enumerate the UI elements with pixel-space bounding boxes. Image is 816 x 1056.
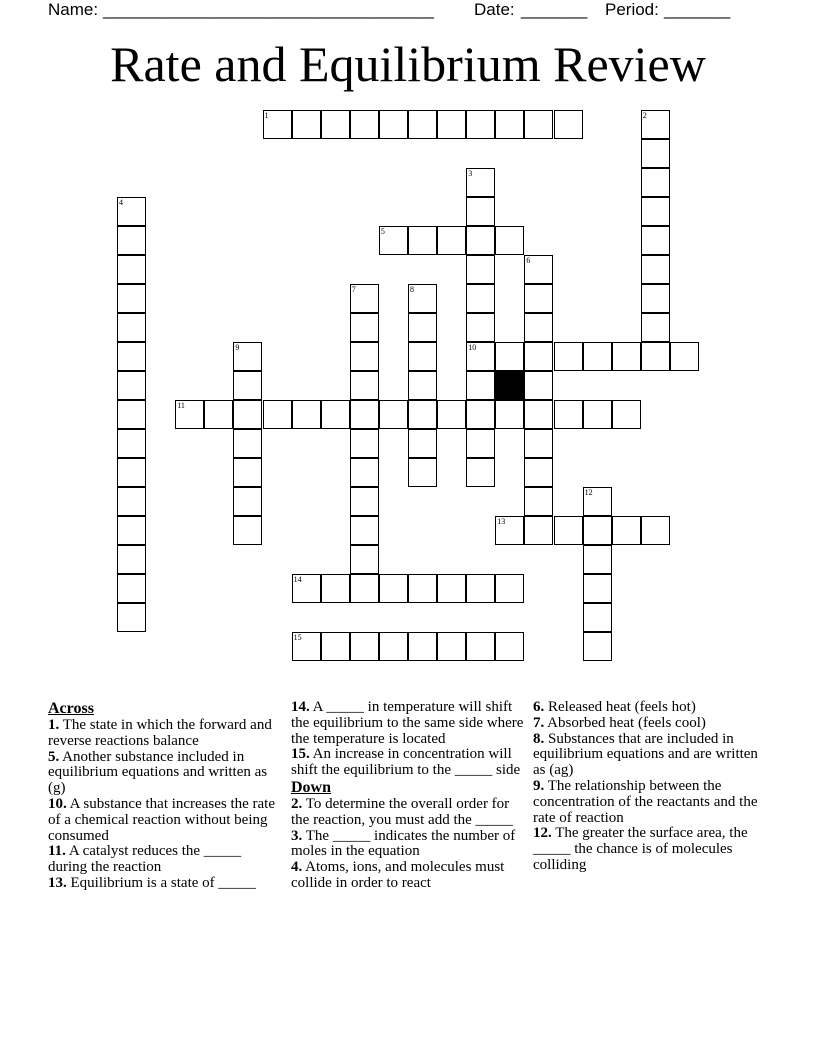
date-field[interactable]: _______ <box>521 0 588 19</box>
date-label: Date: <box>474 0 515 19</box>
crossword-cell[interactable] <box>379 632 408 661</box>
crossword-cell[interactable] <box>204 400 233 429</box>
crossword-cell[interactable] <box>641 255 670 284</box>
crossword-cell[interactable] <box>408 342 437 371</box>
crossword-cell[interactable] <box>117 516 146 545</box>
crossword-cell[interactable] <box>233 487 262 516</box>
crossword-cell[interactable] <box>233 458 262 487</box>
crossword-cell[interactable] <box>321 574 350 603</box>
period-field[interactable]: _______ <box>664 0 731 19</box>
crossword-cell[interactable] <box>437 574 466 603</box>
crossword-cell[interactable] <box>117 313 146 342</box>
crossword-cell[interactable] <box>408 574 437 603</box>
clue-item <box>533 779 768 826</box>
clue-item <box>533 716 768 732</box>
clue-number-5: 5 <box>380 227 385 236</box>
clue-text: The relationship between the concentration of the reactants and the rate of reaction <box>533 777 758 826</box>
crossword-cell[interactable] <box>408 458 437 487</box>
crossword-cell[interactable] <box>524 371 553 400</box>
crossword-cell[interactable] <box>350 371 379 400</box>
crossword-cell[interactable] <box>117 371 146 400</box>
crossword-cell[interactable] <box>554 342 583 371</box>
clue-number-15: 15 <box>293 633 302 642</box>
crossword-cell[interactable] <box>524 516 553 545</box>
clue-item <box>291 797 526 829</box>
name-field[interactable]: ___________________________________ <box>103 0 434 19</box>
crossword-cell[interactable] <box>495 632 524 661</box>
clue-item <box>533 700 768 716</box>
crossword-cell[interactable] <box>612 342 641 371</box>
clue-item <box>291 860 526 892</box>
down-clues-list-continued <box>533 700 768 874</box>
clue-text: An increase in concentration will shift the equilibrium to the _____ side <box>291 746 521 779</box>
clue-text: The greater the surface area, the _____ the chance is of molecules colliding <box>533 825 748 873</box>
clue-text: A catalyst reduces the _____ during the reaction <box>48 843 242 876</box>
crossword-cell[interactable] <box>350 458 379 487</box>
clues-column-2 <box>291 700 526 892</box>
crossword-cell[interactable] <box>350 342 379 371</box>
crossword-cell[interactable] <box>437 400 466 429</box>
clue-text: To determine the overall order for the reaction, you must add the _____ <box>291 795 514 828</box>
crossword-cell[interactable] <box>233 400 262 429</box>
crossword-cell[interactable] <box>408 632 437 661</box>
period-label: Period: <box>605 0 659 19</box>
crossword-cell[interactable] <box>641 139 670 168</box>
crossword-cell[interactable] <box>466 458 495 487</box>
clue-text: Substances that are included in equilibrium equations and are written as (ag) <box>533 730 758 779</box>
clue-number: 15. <box>291 746 310 763</box>
crossword-cell[interactable] <box>524 313 553 342</box>
crossword-cell[interactable] <box>350 400 379 429</box>
crossword-cell[interactable] <box>641 313 670 342</box>
clue-number-3: 3 <box>468 169 473 178</box>
crossword-cell[interactable] <box>495 226 524 255</box>
crossword-cell[interactable] <box>350 110 379 139</box>
crossword-cell[interactable] <box>495 342 524 371</box>
clue-item <box>48 797 283 844</box>
crossword-cell[interactable] <box>612 516 641 545</box>
crossword-cell[interactable] <box>379 400 408 429</box>
clue-number: 4. <box>291 859 303 876</box>
crossword-cell[interactable] <box>524 284 553 313</box>
crossword-cell[interactable] <box>583 516 612 545</box>
clue-number-1: 1 <box>264 111 269 120</box>
crossword-cell[interactable] <box>321 632 350 661</box>
clue-number: 6. <box>533 699 545 715</box>
crossword-cell[interactable] <box>233 371 262 400</box>
clue-number: 10. <box>48 795 67 812</box>
crossword-cell[interactable] <box>117 429 146 458</box>
crossword-cell[interactable] <box>466 110 495 139</box>
crossword-cell[interactable] <box>292 400 321 429</box>
clue-item <box>291 700 526 747</box>
clue-number-11: 11 <box>177 401 185 410</box>
clue-number-13: 13 <box>497 517 506 526</box>
clue-text: Another substance included in equilibrium equations and written as (g) <box>48 748 268 797</box>
crossword-cell[interactable] <box>524 458 553 487</box>
clue-item <box>291 747 526 779</box>
crossword-cell[interactable] <box>350 487 379 516</box>
crossword-cell[interactable] <box>524 342 553 371</box>
crossword-cell[interactable] <box>466 284 495 313</box>
crossword-cell[interactable] <box>466 255 495 284</box>
down-clues-list <box>291 797 526 892</box>
clue-number-6: 6 <box>526 256 531 265</box>
crossword-cell[interactable] <box>466 197 495 226</box>
clue-item <box>533 826 768 873</box>
crossword-cell[interactable] <box>466 226 495 255</box>
clue-item <box>48 718 283 750</box>
crossword-cell[interactable] <box>641 516 670 545</box>
blocked-cell <box>495 371 524 400</box>
crossword-cell[interactable] <box>408 371 437 400</box>
clue-number-12: 12 <box>584 488 593 497</box>
crossword-cell[interactable] <box>117 400 146 429</box>
crossword-cell[interactable] <box>641 342 670 371</box>
crossword-cell[interactable] <box>524 110 553 139</box>
clue-number: 2. <box>291 795 303 812</box>
crossword-cell[interactable] <box>117 284 146 313</box>
crossword-cell[interactable] <box>379 110 408 139</box>
crossword-cell[interactable] <box>117 603 146 632</box>
crossword-cell[interactable] <box>583 574 612 603</box>
crossword-cell[interactable] <box>321 110 350 139</box>
crossword-cell[interactable] <box>437 110 466 139</box>
clue-text: A _____ in temperature will shift the equilibrium to the same side where the temperature is located <box>291 699 524 747</box>
crossword-cell[interactable] <box>117 574 146 603</box>
clue-number-14: 14 <box>293 575 302 584</box>
crossword-cell[interactable] <box>350 574 379 603</box>
across-clues-list <box>48 718 283 892</box>
clue-number: 3. <box>291 827 303 844</box>
crossword-cell[interactable] <box>350 545 379 574</box>
crossword-cell[interactable] <box>670 342 699 371</box>
crossword-cell[interactable] <box>466 371 495 400</box>
crossword-cell[interactable] <box>408 400 437 429</box>
clue-text: Atoms, ions, and molecules must collide in order to react <box>291 859 505 891</box>
crossword-cell[interactable] <box>554 110 583 139</box>
clue-text: A substance that increases the rate of a chemical reaction without being consumed <box>48 795 276 844</box>
crossword-cell[interactable] <box>408 429 437 458</box>
crossword-cell[interactable] <box>379 574 408 603</box>
crossword-cell[interactable] <box>408 313 437 342</box>
crossword-cell[interactable] <box>350 313 379 342</box>
crossword-cell[interactable] <box>321 400 350 429</box>
crossword-cell[interactable] <box>554 400 583 429</box>
clue-text: Equilibrium is a state of _____ <box>66 874 256 891</box>
crossword-cell[interactable] <box>524 400 553 429</box>
crossword-cell[interactable] <box>350 516 379 545</box>
crossword-cell[interactable] <box>233 429 262 458</box>
clue-number: 5. <box>48 748 60 765</box>
clue-text: The state in which the forward and reverse reactions balance <box>48 717 272 749</box>
clue-number: 11. <box>48 843 66 860</box>
clue-item <box>533 732 768 779</box>
crossword-cell[interactable] <box>466 632 495 661</box>
crossword-cell[interactable] <box>554 516 583 545</box>
crossword-cell[interactable] <box>437 632 466 661</box>
crossword-cell[interactable] <box>117 342 146 371</box>
crossword-cell[interactable] <box>583 400 612 429</box>
name-label: Name: <box>48 0 99 19</box>
clue-item <box>48 844 283 876</box>
crossword-cell[interactable] <box>466 429 495 458</box>
clue-number-9: 9 <box>235 343 240 352</box>
clue-number: 13. <box>48 874 67 891</box>
crossword-cell[interactable] <box>292 110 321 139</box>
crossword-cell[interactable] <box>524 487 553 516</box>
clue-number: 12. <box>533 825 552 842</box>
crossword-cell[interactable] <box>117 545 146 574</box>
crossword-cell[interactable] <box>612 400 641 429</box>
crossword-cell[interactable] <box>495 400 524 429</box>
clue-number: 8. <box>533 730 545 747</box>
clue-number-10: 10 <box>468 343 477 352</box>
clue-number: 14. <box>291 699 310 715</box>
across-heading: Across <box>48 700 94 717</box>
crossword-cell[interactable] <box>641 284 670 313</box>
crossword-cell[interactable] <box>408 110 437 139</box>
crossword-cell[interactable] <box>117 255 146 284</box>
crossword-cell[interactable] <box>466 400 495 429</box>
clue-text: Released heat (feels hot) <box>544 699 696 715</box>
clue-number-7: 7 <box>351 285 356 294</box>
crossword-cell[interactable] <box>233 516 262 545</box>
clue-text: The _____ indicates the number of moles in the equation <box>291 827 516 860</box>
clue-number: 1. <box>48 717 60 733</box>
crossword-cell[interactable] <box>350 632 379 661</box>
crossword-cell[interactable] <box>641 226 670 255</box>
crossword-cell[interactable] <box>583 342 612 371</box>
crossword-cell[interactable] <box>495 574 524 603</box>
crossword-cell[interactable] <box>583 545 612 574</box>
clues-column-1 <box>48 700 283 892</box>
across-clues-list-continued <box>291 700 526 779</box>
crossword-cell[interactable] <box>350 429 379 458</box>
clue-item <box>48 750 283 797</box>
clue-text: Absorbed heat (feels cool) <box>544 714 706 731</box>
clue-number: 7. <box>533 714 545 731</box>
clues-column-3 <box>533 700 768 874</box>
down-heading: Down <box>291 778 332 796</box>
clue-number-2: 2 <box>642 111 647 120</box>
crossword-cell[interactable] <box>583 603 612 632</box>
crossword-cell[interactable] <box>495 110 524 139</box>
crossword-cell[interactable] <box>263 400 292 429</box>
crossword-cell[interactable] <box>466 313 495 342</box>
crossword-cell[interactable] <box>641 197 670 226</box>
page-title: Rate and Equilibrium Review <box>110 36 706 92</box>
clue-number: 9. <box>533 777 545 794</box>
clue-item <box>291 829 526 861</box>
crossword-cell[interactable] <box>117 487 146 516</box>
crossword-cell[interactable] <box>583 632 612 661</box>
clue-number-8: 8 <box>410 285 414 294</box>
crossword-cell[interactable] <box>641 168 670 197</box>
crossword-cell[interactable] <box>466 574 495 603</box>
crossword-cell[interactable] <box>408 226 437 255</box>
crossword-cell[interactable] <box>437 226 466 255</box>
clue-item <box>48 876 283 892</box>
clue-number-4: 4 <box>119 198 123 207</box>
crossword-cell[interactable] <box>117 226 146 255</box>
crossword-cell[interactable] <box>524 429 553 458</box>
crossword-cell[interactable] <box>117 458 146 487</box>
